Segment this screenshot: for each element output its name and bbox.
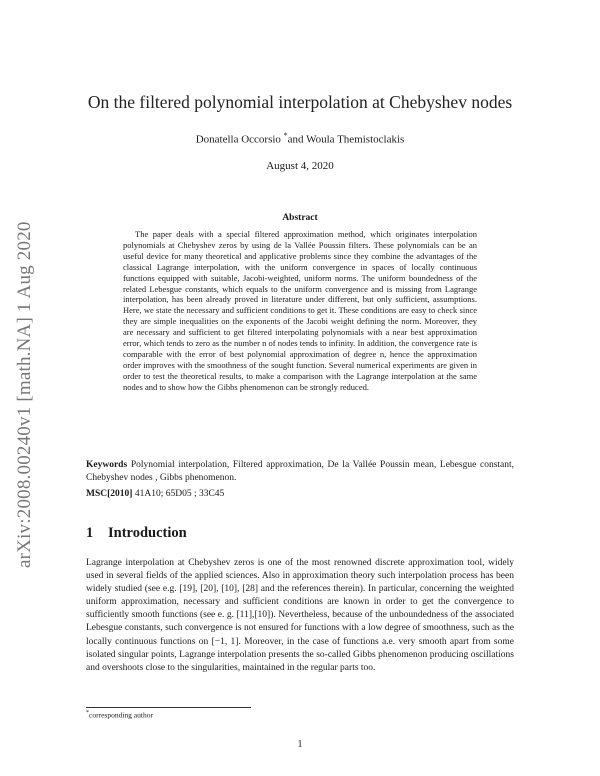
msc-label: MSC[2010] bbox=[86, 489, 133, 499]
keywords-label: Keywords bbox=[86, 460, 128, 470]
msc-classification bbox=[86, 489, 514, 499]
paper-title: On the filtered polynomial interpolation at Chebyshev nodes bbox=[87, 92, 513, 112]
corresponding-author-marker: * bbox=[283, 131, 288, 140]
paper-date: August 4, 2020 bbox=[266, 160, 334, 172]
section-heading bbox=[86, 525, 187, 542]
page-number: 1 bbox=[297, 739, 303, 750]
arxiv-identifier[interactable]: arXiv:2008.00240v1 [math.NA] 1 Aug 2020 bbox=[14, 221, 35, 568]
msc-codes: 41A10; 65D05 ; 33C45 bbox=[134, 489, 225, 499]
other-authors: and Woula Themistoclakis bbox=[287, 133, 405, 146]
author-line bbox=[60, 131, 540, 146]
keywords-list: Polynomial interpolation, Filtered approximation, De la Vallée Poussin mean, Lebesgue constant, Chebyshev nodes , Gibbs phenomenon. bbox=[86, 460, 515, 483]
keywords-paragraph bbox=[86, 459, 514, 484]
footnote-divider bbox=[86, 707, 251, 708]
introduction-paragraph: Lagrange interpolation at Chebyshev zeros is one of the most renowned discrete approximation tool, widely used in several fields of the applied sciences. Also in approximation theory such interpolation process has been widely studied (see e.g. [19], [20], [10], [28] and the references therein). In particular, concerning the weighted uniform approximation, necessary and sufficient conditions are known in order to get the convergence to sufficiently smooth functions (see e. g. [11],[10]). Nevertheless, because of the unboundedness of the associated Lebesgue constants, such convergence is not ensured for functions with a low degree of smoothness, such as the locally continuous functions on [−1, 1]. Moreover, in the case of functions a.e. very smooth apart from some isolated singular points, Lagrange interpolation presents the so-called Gibbs phenomenon producing oscillations and overshoots close to the singularities, maintained in the regular parts too. bbox=[86, 558, 514, 673]
section-title: Introduction bbox=[108, 525, 187, 541]
abstract-body: The paper deals with a special filtered approximation method, which originates interpolation polynomials at Chebyshev zeros by using de la Vallée Poussin filters. These polynomials can be an useful device for many theoretical and applicative problems since they combine the advantages of the classical Lagrange interpolation, with the uniform convergence in spaces of locally continuous functions equipped with suitable, Jacobi-weighted, uniform norms. The uniform boundedness of the related Lebesgue constants, which equals to the uniform convergence and is missing from Lagrange interpolation, has been already proved in literature under different, but only sufficient, assumptions. Here, we state the necessary and sufficient conditions to get it. These conditions are easy to check since they are simple inequalities on the exponents of the Jacobi weight defining the norm. Moreover, they are necessary and sufficient to get filtered interpolating polynomials with a near best approximation error, which tends to zero as the number n of nodes tends to infinity. In addition, the convergence rate is comparable with the error of best polynomial approximation of degree n, hence the approximation order improves with the smoothness of the sought function. Several numerical experiments are given in order to test the theoretical results, to make a comparison with the Lagrange interpolation at the same nodes and to show how the Gibbs phenomenon can be strongly reduced. bbox=[123, 229, 477, 392]
footnote bbox=[86, 710, 153, 720]
abstract-heading: Abstract bbox=[282, 213, 318, 223]
footnote-text: corresponding author bbox=[89, 710, 153, 720]
first-author: Donatella Occorsio bbox=[195, 133, 281, 146]
footnote-marker: * bbox=[86, 710, 89, 716]
section-number: 1 bbox=[86, 525, 94, 541]
